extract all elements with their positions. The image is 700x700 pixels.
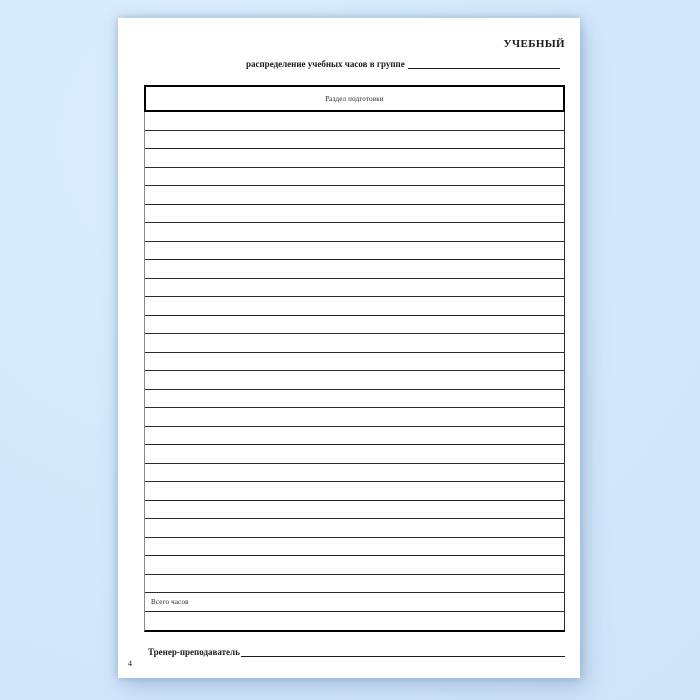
table-row (145, 223, 564, 242)
table-row (145, 112, 564, 131)
table-row (145, 464, 564, 483)
title-row (246, 59, 560, 69)
table-row (145, 242, 564, 261)
table-row (145, 205, 564, 224)
table-row (145, 131, 564, 150)
hours-table (144, 85, 565, 632)
table-row (145, 408, 564, 427)
table-row (145, 538, 564, 557)
table-row (145, 482, 564, 501)
table-row (145, 390, 564, 409)
table-row (145, 501, 564, 520)
document-header-right: УЧЕБНЫЙ (503, 38, 565, 50)
table-row (145, 519, 564, 538)
table-row (145, 612, 564, 631)
table-header-cell: Раздел подготовки (144, 85, 565, 112)
signature-row (148, 647, 565, 657)
table-row (145, 316, 564, 335)
table-row (145, 279, 564, 298)
table-row (145, 575, 564, 594)
table-row (145, 168, 564, 187)
table-body (144, 112, 565, 632)
table-row (145, 186, 564, 205)
table-total-row (145, 593, 564, 612)
table-row (145, 297, 564, 316)
table-row (145, 556, 564, 575)
table-row (145, 334, 564, 353)
table-row (145, 353, 564, 372)
table-row (145, 260, 564, 279)
signature-blank-line (241, 655, 565, 657)
table-row (145, 445, 564, 464)
document-page (118, 18, 580, 678)
table-row (145, 427, 564, 446)
title-text: распределение учебных часов в группе (246, 59, 405, 69)
page-number: 4 (128, 659, 132, 668)
table-row (145, 149, 564, 168)
table-row (145, 371, 564, 390)
signature-label: Тренер-преподаватель (148, 647, 240, 657)
title-blank-line (408, 67, 560, 69)
row-label: Всего часов (151, 597, 189, 606)
